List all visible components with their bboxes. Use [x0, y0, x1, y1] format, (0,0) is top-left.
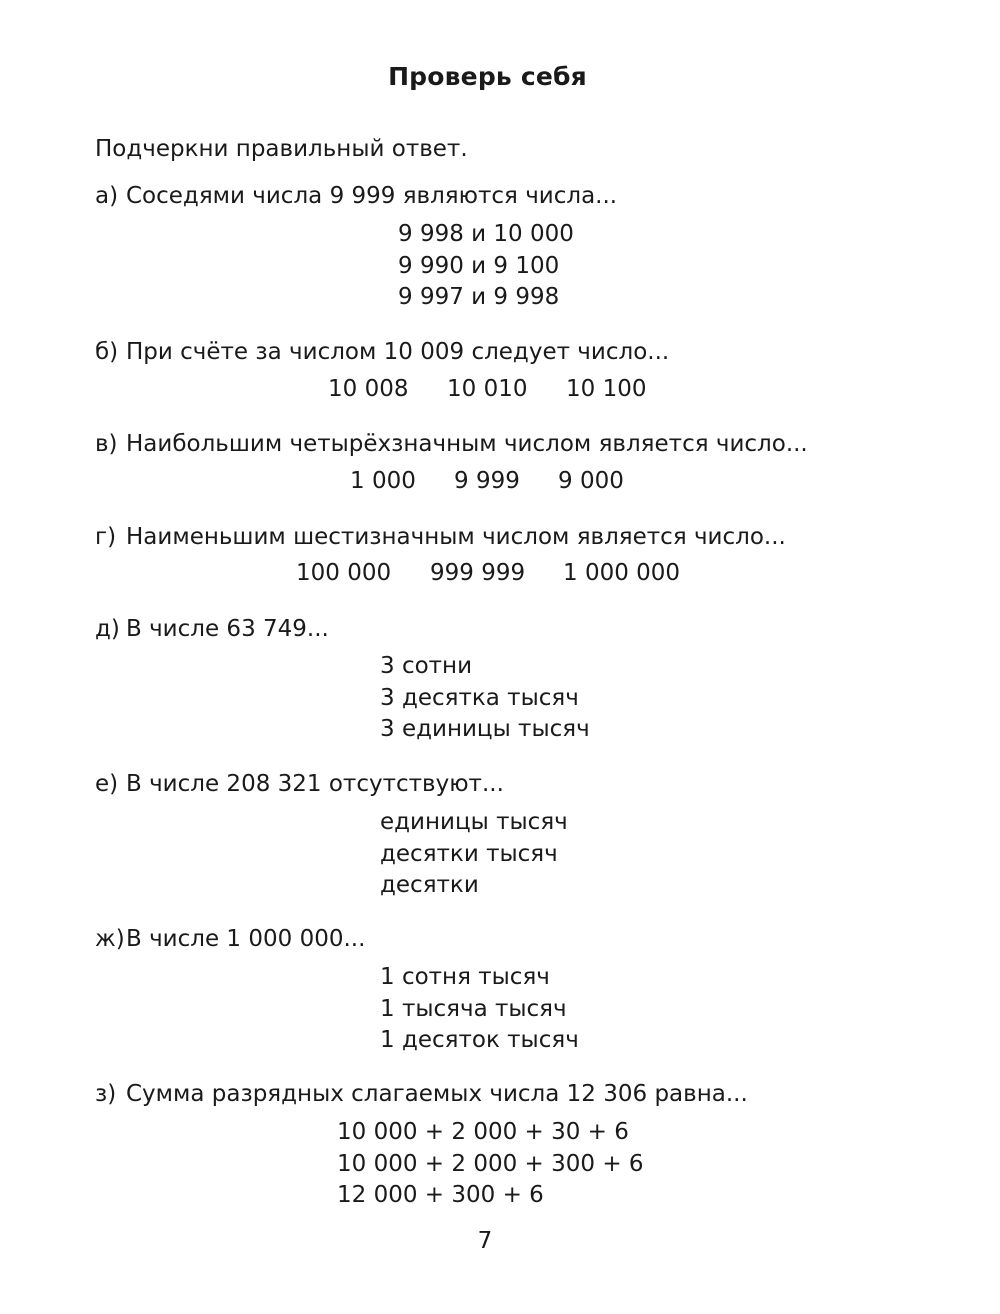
instruction: Подчеркни правильный ответ. [95, 136, 468, 162]
question-letter: г) [95, 524, 117, 550]
question-text: Соседями числа 9 999 являются числа... [126, 183, 618, 209]
options-a [398, 220, 574, 315]
option[interactable]: 10 100 [566, 376, 647, 402]
question-text: В числе 63 749... [126, 616, 329, 642]
question-text: Сумма разрядных слагаемых числа 12 306 равна... [126, 1081, 748, 1107]
question-letter: з) [95, 1081, 117, 1107]
option[interactable]: 1 сотня тысяч [380, 964, 550, 990]
option[interactable]: 9 999 [454, 468, 520, 494]
question-letter: е) [95, 771, 119, 797]
options-g [0, 560, 1000, 590]
option[interactable]: 3 десятка тысяч [380, 684, 579, 711]
question-text: Наибольшим четырёхзначным числом является число... [126, 431, 808, 457]
question-text: В числе 1 000 000... [126, 926, 366, 952]
option[interactable]: 3 сотни [380, 653, 473, 679]
page-number: 7 [477, 1228, 493, 1254]
option[interactable]: 3 единицы тысяч [380, 716, 590, 742]
option[interactable]: единицы тысяч [380, 809, 568, 835]
question-letter: в) [95, 431, 118, 457]
options-v [0, 468, 1000, 498]
question-text: В числе 208 321 отсутствуют... [126, 771, 504, 797]
options-e [380, 808, 568, 903]
page-title: Проверь себя [388, 62, 587, 91]
option[interactable]: 1 десяток тысяч [380, 1027, 579, 1053]
question-text: Наименьшим шестизначным числом является число... [126, 524, 786, 550]
options-zh [380, 963, 579, 1058]
option[interactable]: 1 тысяча тысяч [380, 995, 567, 1022]
option[interactable]: 10 010 [447, 376, 528, 402]
option[interactable]: 9 990 и 9 100 [398, 252, 560, 279]
question-letter: д) [95, 616, 120, 642]
option[interactable]: 12 000 + 300 + 6 [337, 1182, 544, 1208]
options-d [380, 652, 590, 747]
options-z [337, 1118, 644, 1213]
option[interactable]: 9 000 [558, 468, 624, 494]
option[interactable]: десятки [380, 872, 479, 898]
option[interactable]: 100 000 [296, 560, 392, 586]
options-b [0, 376, 1000, 406]
option[interactable]: 10 008 [328, 376, 409, 402]
question-text: При счёте за числом 10 009 следует число... [126, 339, 670, 365]
option[interactable]: 9 997 и 9 998 [398, 284, 560, 310]
option[interactable]: 1 000 [350, 468, 416, 494]
question-letter: ж) [95, 926, 125, 952]
option[interactable]: 1 000 000 [563, 560, 681, 586]
question-letter: б) [95, 339, 119, 365]
question-letter: а) [95, 183, 119, 209]
option[interactable]: 10 000 + 2 000 + 30 + 6 [337, 1119, 629, 1145]
option[interactable]: 9 998 и 10 000 [398, 221, 574, 247]
option[interactable]: десятки тысяч [380, 840, 558, 867]
option[interactable]: 10 000 + 2 000 + 300 + 6 [337, 1150, 644, 1177]
option[interactable]: 999 999 [430, 560, 526, 586]
